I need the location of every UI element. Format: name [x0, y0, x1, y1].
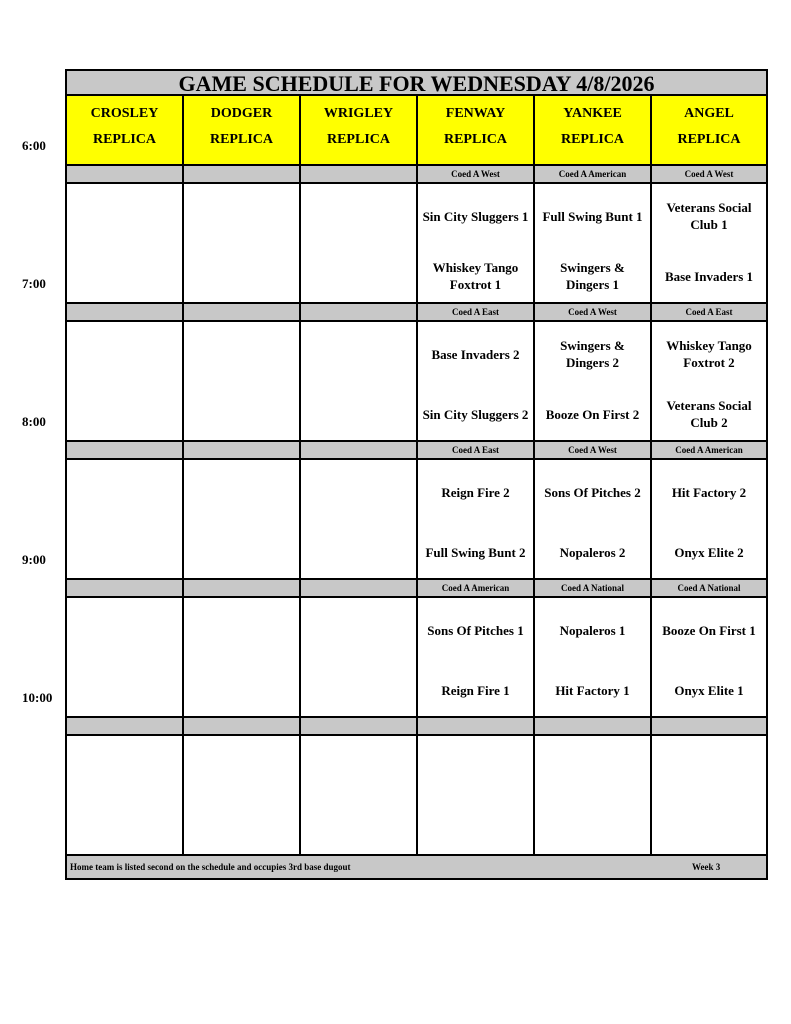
division-band — [67, 718, 184, 736]
division-band — [184, 304, 301, 322]
game-cell — [652, 736, 766, 856]
division-band: Coed A East — [418, 304, 535, 322]
home-team: Reign Fire 1 — [441, 682, 510, 698]
division-band — [301, 304, 418, 322]
time-label: 8:00 — [22, 414, 46, 429]
division-band — [652, 718, 766, 736]
game-cell — [301, 598, 418, 718]
field-subtitle: REPLICA — [209, 132, 273, 147]
division-band: Coed A East — [418, 442, 535, 460]
away-team: Hit Factory 2 — [671, 484, 747, 500]
home-team: Whiskey Tango Foxtrot 1 — [432, 260, 519, 292]
page-title: GAME SCHEDULE FOR WEDNESDAY 4/8/2026 — [67, 71, 766, 96]
field-header — [418, 96, 535, 166]
field-header — [535, 96, 652, 166]
away-team: Nopaleros 1 — [559, 622, 626, 638]
game-cell — [67, 736, 184, 856]
time-label: 7:00 — [22, 276, 46, 291]
division-band — [184, 166, 301, 184]
division-band — [535, 718, 652, 736]
field-subtitle: REPLICA — [326, 132, 390, 147]
home-team: Nopaleros 2 — [559, 544, 626, 560]
game-cell — [67, 184, 184, 304]
game-cell — [184, 322, 301, 442]
division-band — [301, 442, 418, 460]
home-team: Booze On First 2 — [545, 406, 640, 422]
game-cell — [418, 184, 535, 304]
away-team: Whiskey Tango Foxtrot 2 — [666, 338, 752, 370]
home-team: Swingers & Dingers 1 — [560, 260, 625, 292]
division-band — [184, 442, 301, 460]
field-header — [652, 96, 766, 166]
game-cell — [184, 736, 301, 856]
division-band — [184, 718, 301, 736]
home-team: Onyx Elite 2 — [674, 544, 744, 560]
division-band: Coed A National — [652, 580, 766, 598]
game-cell — [535, 736, 652, 856]
away-team: Booze On First 1 — [662, 622, 756, 638]
game-cell — [67, 322, 184, 442]
game-cell — [418, 460, 535, 580]
division-band — [301, 580, 418, 598]
game-cell — [184, 184, 301, 304]
division-band: Coed A West — [535, 304, 652, 322]
field-subtitle: REPLICA — [92, 132, 156, 147]
division-band: Coed A American — [418, 580, 535, 598]
division-band: Coed A East — [652, 304, 766, 322]
game-cell — [301, 184, 418, 304]
game-cell — [652, 184, 766, 304]
division-band — [67, 304, 184, 322]
game-cell — [652, 460, 766, 580]
division-band: Coed A National — [535, 580, 652, 598]
away-team: Sin City Sluggers 1 — [422, 208, 529, 224]
field-name: CROSLEY — [90, 106, 159, 121]
division-band: Coed A West — [535, 442, 652, 460]
field-name: WRIGLEY — [323, 106, 394, 121]
away-team: Reign Fire 2 — [441, 484, 510, 500]
home-team: Veterans Social Club 2 — [666, 398, 752, 430]
division-band — [301, 718, 418, 736]
field-subtitle: REPLICA — [443, 132, 507, 147]
time-label: 10:00 — [22, 690, 53, 705]
game-cell — [652, 598, 766, 718]
field-name: YANKEE — [563, 106, 622, 121]
game-cell — [535, 184, 652, 304]
game-cell — [418, 322, 535, 442]
field-name: ANGEL — [684, 106, 734, 121]
game-cell — [535, 460, 652, 580]
home-team: Hit Factory 1 — [555, 682, 630, 698]
home-team: Sin City Sluggers 2 — [422, 406, 529, 422]
game-cell — [67, 598, 184, 718]
game-cell — [535, 598, 652, 718]
division-band: Coed A West — [418, 166, 535, 184]
away-team: Veterans Social Club 1 — [666, 200, 752, 232]
division-band: Coed A American — [652, 442, 766, 460]
division-band — [67, 580, 184, 598]
division-band: Coed A West — [652, 166, 766, 184]
game-cell — [418, 598, 535, 718]
division-band — [418, 718, 535, 736]
time-label: 9:00 — [22, 552, 46, 567]
field-header — [184, 96, 301, 166]
field-subtitle: REPLICA — [677, 132, 741, 147]
game-cell — [184, 598, 301, 718]
week-label: Week 3 — [692, 862, 721, 872]
game-cell — [301, 736, 418, 856]
home-team: Base Invaders 1 — [664, 268, 754, 284]
home-team: Onyx Elite 1 — [674, 682, 744, 698]
away-team: Full Swing Bunt 1 — [542, 208, 643, 224]
division-band: Coed A American — [535, 166, 652, 184]
game-cell — [535, 322, 652, 442]
game-cell — [67, 460, 184, 580]
field-header — [67, 96, 184, 166]
away-team: Base Invaders 2 — [431, 346, 520, 362]
home-team: Full Swing Bunt 2 — [425, 544, 526, 560]
game-cell — [301, 460, 418, 580]
game-cell — [652, 322, 766, 442]
field-name: FENWAY — [445, 106, 506, 121]
division-band — [184, 580, 301, 598]
away-team: Swingers & Dingers 2 — [560, 338, 625, 370]
footer-bar — [67, 856, 766, 878]
game-cell — [418, 736, 535, 856]
away-team: Sons Of Pitches 2 — [544, 484, 641, 500]
division-band — [301, 166, 418, 184]
away-team: Sons Of Pitches 1 — [427, 622, 524, 638]
game-cell — [184, 460, 301, 580]
schedule-sheet — [65, 69, 768, 880]
field-name: DODGER — [210, 106, 273, 121]
division-band — [67, 442, 184, 460]
home-team-note: Home team is listed second on the schedule and occupies 3rd base dugout — [70, 862, 351, 872]
division-band — [67, 166, 184, 184]
field-header — [301, 96, 418, 166]
time-label: 6:00 — [22, 138, 46, 153]
game-cell — [301, 322, 418, 442]
field-subtitle: REPLICA — [560, 132, 624, 147]
